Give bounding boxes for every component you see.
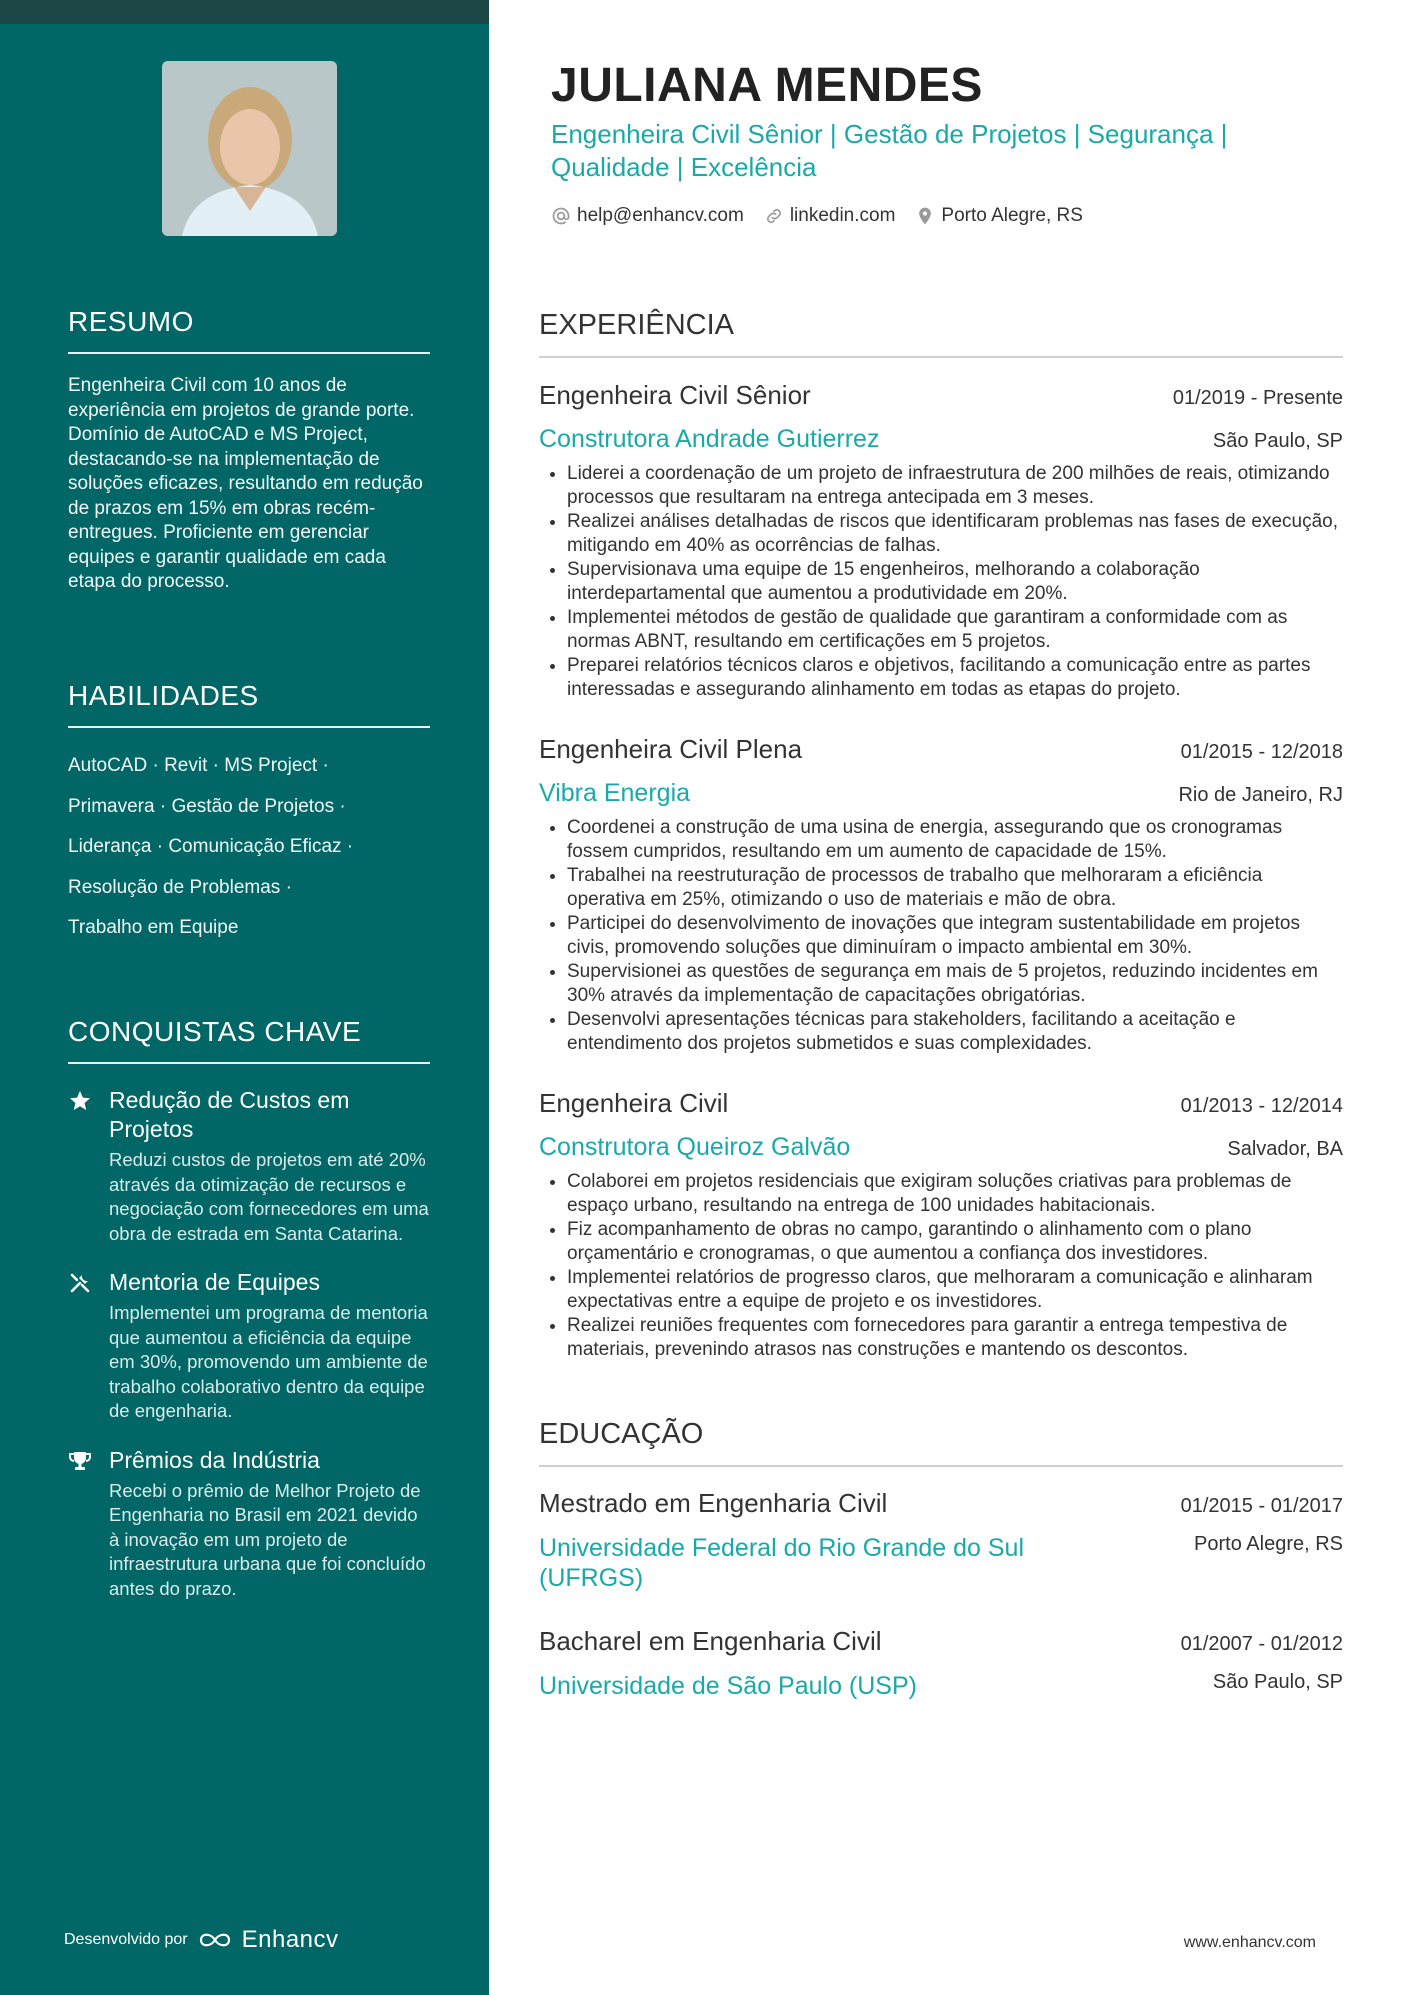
skill-line: Trabalho em Equipe [68, 917, 239, 938]
skill-line: Resolução de Problemas · [68, 876, 292, 898]
achievements-title: CONQUISTAS CHAVE [68, 1016, 430, 1064]
enhancv-brand: Enhancv [241, 1926, 339, 1953]
link-icon [764, 206, 784, 226]
job-date: 01/2015 - 12/2018 [1180, 741, 1343, 763]
contact-location [915, 205, 1083, 227]
job-role: Engenheira Civil Plena [539, 734, 803, 764]
bullet-item: • Fiz acompanhamento de obras no campo, garantindo o alinhamento com o plano orçamentário e cronogramas, o que aumentou a confiança dos investidores. [567, 1218, 1343, 1266]
summary-title: RESUMO [68, 306, 430, 354]
job-date: 01/2013 - 12/2014 [1180, 1095, 1343, 1117]
bullet-item: • Participei do desenvolvimento de inovações que integram sustentabilidade em projetos civis, promovendo soluções que diminuíram o impacto ambiental em 30%. [567, 912, 1343, 960]
job-company: Vibra Energia [539, 779, 691, 807]
edu-location: São Paulo, SP [1212, 1671, 1343, 1693]
job-date: 01/2019 - Presente [1172, 387, 1343, 409]
skill-line: AutoCAD · Revit · MS Project · [68, 755, 329, 776]
achievement-item [68, 1446, 430, 1602]
bullet-item: • Implementei relatórios de progresso claros, que melhoraram a comunicação e alinharam expectativas entre a equipe de projeto e os investidores. [567, 1266, 1343, 1314]
skill-line: Primavera · Gestão de Projetos · [68, 795, 346, 817]
summary-section [68, 306, 430, 595]
achievement-item [68, 1268, 430, 1424]
skills-list [68, 746, 430, 949]
bullet-item: • Supervisionei as questões de segurança em mais de 5 projetos, reduzindo incidentes em 30% através da implementação de capacitações obrigatórias. [567, 960, 1343, 1008]
job-company: Construtora Andrade Gutierrez [539, 425, 880, 453]
experience-entry [539, 1088, 1343, 1362]
sidebar [0, 0, 489, 1995]
job-bullets [539, 1170, 1343, 1362]
contact-email[interactable] [551, 205, 744, 227]
skill-line: Liderança · Comunicação Eficaz · [68, 836, 354, 857]
contact-linkedin[interactable] [764, 205, 896, 227]
achievements-section [68, 1016, 430, 1601]
developed-by-label: Desenvolvido por [64, 1931, 188, 1948]
job-location: São Paulo, SP [1212, 430, 1343, 452]
school: Universidade Federal do Rio Grande do Sul (UFRGS) [539, 1534, 1024, 1592]
location-pin-icon [915, 206, 935, 226]
edu-location: Porto Alegre, RS [1194, 1533, 1343, 1555]
bullet-item: • Trabalhei na reestruturação de processos de trabalho que melhoraram a eficiência operativa em 25%, otimizando o uso de materiais e mão de obra. [567, 864, 1343, 912]
skills-section [68, 680, 430, 949]
contact-row [551, 205, 1083, 227]
edu-date: 01/2015 - 01/2017 [1180, 1495, 1343, 1517]
candidate-name: JULIANA MENDES [551, 59, 983, 112]
bullet-item: • Colaborei em projetos residenciais que exigiram soluções criativas para problemas de espaço urbano, resultando na entrega de 100 unidades habitacionais. [567, 1170, 1343, 1218]
job-bullets [539, 816, 1343, 1056]
email-text: help@enhancv.com [577, 205, 744, 226]
profile-photo [162, 61, 337, 236]
achievement-desc: Reduzi custos de projetos em até 20% através da otimização de recursos e negociação com fornecedores em uma obra de estrada em Santa Catarina. [109, 1149, 429, 1244]
experience-entry [539, 734, 1343, 1056]
education-title: EDUCAÇÃO [539, 1418, 1343, 1467]
avatar [162, 61, 337, 236]
linkedin-text: linkedin.com [789, 205, 896, 226]
location-text: Porto Alegre, RS [941, 205, 1083, 226]
sidebar-footer [64, 1926, 339, 1954]
achievement-title: Redução de Custos em Projetos [109, 1087, 350, 1142]
degree: Bacharel em Engenharia Civil [539, 1626, 882, 1656]
experience-entry [539, 380, 1343, 702]
experience-title: EXPERIÊNCIA [539, 309, 1343, 358]
achievement-title: Prêmios da Indústria [109, 1446, 320, 1473]
degree: Mestrado em Engenharia Civil [539, 1488, 888, 1518]
job-location: Salvador, BA [1227, 1138, 1343, 1160]
summary-text: Engenheira Civil com 10 anos de experiência em projetos de grande porte. Domínio de AutoCAD e MS Project, destacando-se na implementação de soluções eficazes, resultando em redução de prazos em 15% em obras recém-entregues. Proficiente em gerenciar equipes e garantir qualidade em cada etapa do processo. [68, 375, 423, 592]
skills-title: HABILIDADES [68, 680, 430, 728]
achievement-title: Mentoria de Equipes [109, 1269, 320, 1295]
at-icon [551, 206, 571, 226]
sidebar-top-bar [0, 0, 489, 24]
enhancv-logo-icon [198, 1929, 232, 1951]
job-role: Engenheira Civil Sênior [539, 380, 811, 410]
job-location: Rio de Janeiro, RJ [1178, 784, 1343, 806]
job-role: Engenheira Civil [539, 1088, 729, 1118]
achievement-item [68, 1086, 430, 1246]
bullet-item: • Liderei a coordenação de um projeto de infraestrutura de 200 milhões de reais, otimizando processos que resultaram na entrega antecipada em 3 meses. [567, 462, 1343, 510]
job-bullets [539, 462, 1343, 702]
bullet-item: • Realizei reuniões frequentes com fornecedores para garantir a entrega tempestiva de materiais, prevenindo atrasos nas construções e mantendo os descontos. [567, 1314, 1343, 1362]
tools-icon [68, 1271, 92, 1295]
achievement-desc: Implementei um programa de mentoria que aumentou a eficiência da equipe em 30%, promovendo um ambiente de trabalho colaborativo dentro da equipe de engenharia. [109, 1302, 428, 1421]
bullet-item: • Implementei métodos de gestão de qualidade que garantiram a conformidade com as normas ABNT, resultando em certificações em 5 projetos. [567, 606, 1343, 654]
trophy-icon [68, 1449, 92, 1473]
edu-date: 01/2007 - 01/2012 [1180, 1633, 1343, 1655]
headline: Engenheira Civil Sênior | Gestão de Projetos | Segurança | Qualidade | Excelência [551, 119, 1228, 182]
bullet-item: • Desenvolvi apresentações técnicas para stakeholders, facilitando a aceitação e entendimento dos projetos submetidos e suas complexidades. [567, 1008, 1343, 1056]
achievement-desc: Recebi o prêmio de Melhor Projeto de Engenharia no Brasil em 2021 devido à inovação em um projeto de infraestrutura urbana que foi concluído antes do prazo. [109, 1479, 426, 1599]
bullet-item: • Supervisionava uma equipe de 15 engenheiros, melhorando a colaboração interdepartamental que aumentou a produtividade em 20%. [567, 558, 1343, 606]
bullet-item: • Realizei análises detalhadas de riscos que identificaram problemas nas fases de execução, mitigando em 40% as ocorrências de falhas. [567, 510, 1343, 558]
education-entry [539, 1626, 1343, 1701]
education-entry [539, 1488, 1343, 1593]
school: Universidade de São Paulo (USP) [539, 1672, 917, 1700]
footer-url[interactable]: www.enhancv.com [1183, 1934, 1316, 1951]
job-company: Construtora Queiroz Galvão [539, 1133, 851, 1161]
bullet-item: • Coordenei a construção de uma usina de energia, assegurando que os cronogramas fossem cumpridos, resultando em um aumento de capacidade de 15%. [567, 816, 1343, 864]
star-icon [68, 1089, 92, 1113]
bullet-item: • Preparei relatórios técnicos claros e objetivos, facilitando a comunicação entre as partes interessadas e assegurando alinhamento em todas as etapas do projeto. [567, 654, 1343, 702]
